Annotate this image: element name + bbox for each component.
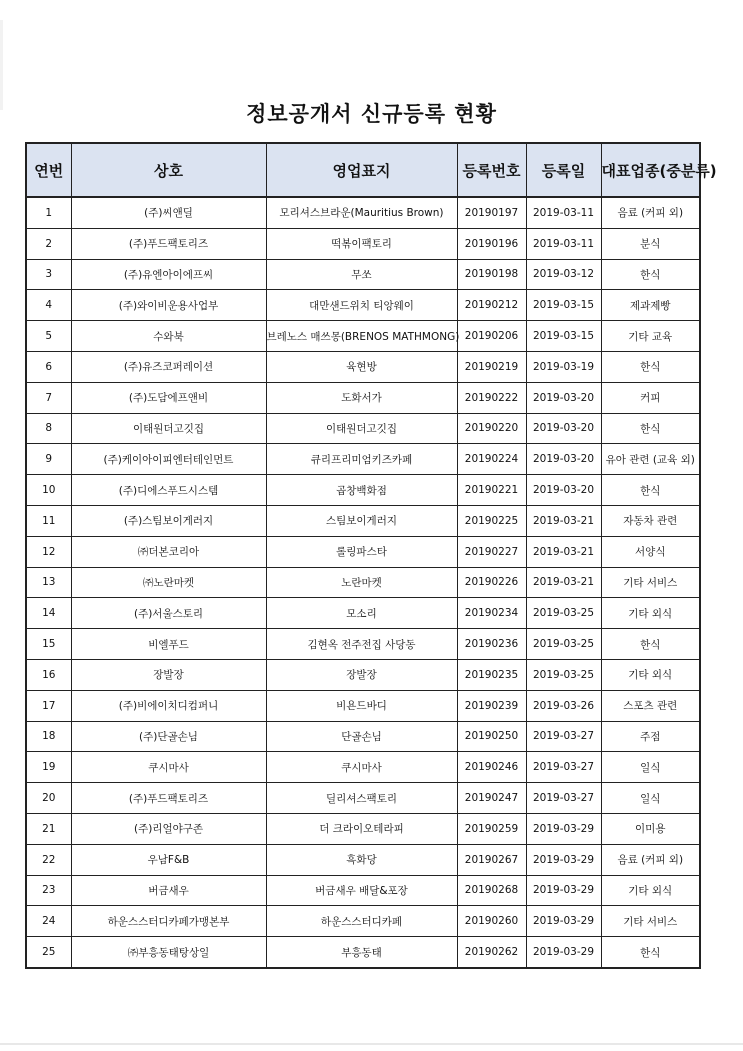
date-cell: 2019-03-26	[526, 690, 601, 721]
company-cell: (주)도담에프앤비	[71, 382, 266, 413]
company-cell: 수와북	[71, 321, 266, 352]
table-row	[26, 505, 700, 536]
column-header-date: 등록일	[526, 143, 601, 197]
company-cell: (주)유엔아이에프씨	[71, 259, 266, 290]
row-number-cell: 16	[26, 659, 71, 690]
company-cell: (주)단골손님	[71, 721, 266, 752]
table-row	[26, 444, 700, 475]
company-cell: (주)리얼야구존	[71, 813, 266, 844]
table-header-row	[26, 143, 700, 197]
brand-cell: 도화서가	[266, 382, 457, 413]
column-header-no: 연번	[26, 143, 71, 197]
table-row	[26, 413, 700, 444]
category-cell: 일식	[601, 752, 700, 783]
reg-no-cell: 20190267	[457, 844, 526, 875]
row-number-cell: 25	[26, 937, 71, 968]
brand-cell: 이태원더고깃집	[266, 413, 457, 444]
reg-no-cell: 20190227	[457, 536, 526, 567]
company-cell: (주)비에이치디컴퍼니	[71, 690, 266, 721]
table-row	[26, 875, 700, 906]
date-cell: 2019-03-21	[526, 536, 601, 567]
brand-cell: 딜리셔스팩토리	[266, 783, 457, 814]
company-cell: ㈜더본코리아	[71, 536, 266, 567]
column-header-category: 대표업종(중분류)	[601, 143, 700, 197]
row-number-cell: 14	[26, 598, 71, 629]
reg-no-cell: 20190260	[457, 906, 526, 937]
company-cell: 하운스스터디카페가맹본부	[71, 906, 266, 937]
reg-no-cell: 20190224	[457, 444, 526, 475]
category-cell: 분식	[601, 228, 700, 259]
reg-no-cell: 20190250	[457, 721, 526, 752]
reg-no-cell: 20190196	[457, 228, 526, 259]
table-row	[26, 813, 700, 844]
row-number-cell: 23	[26, 875, 71, 906]
registration-table	[25, 142, 717, 969]
date-cell: 2019-03-25	[526, 598, 601, 629]
company-cell: ㈜노란마켓	[71, 567, 266, 598]
brand-cell: 더 크라이오테라피	[266, 813, 457, 844]
table-row	[26, 598, 700, 629]
date-cell: 2019-03-29	[526, 937, 601, 968]
row-number-cell: 19	[26, 752, 71, 783]
date-cell: 2019-03-20	[526, 475, 601, 506]
company-cell: 버금새우	[71, 875, 266, 906]
column-header-reg-no: 등록번호	[457, 143, 526, 197]
brand-cell: 롤링파스타	[266, 536, 457, 567]
reg-no-cell: 20190221	[457, 475, 526, 506]
brand-cell: 브레노스 매쓰몽(BRENOS MATHMONG)	[266, 321, 457, 352]
reg-no-cell: 20190225	[457, 505, 526, 536]
row-number-cell: 9	[26, 444, 71, 475]
category-cell: 한식	[601, 475, 700, 506]
column-header-brand: 영업표지	[266, 143, 457, 197]
brand-cell: 모리셔스브라운(Mauritius Brown)	[266, 197, 457, 228]
table-row	[26, 659, 700, 690]
category-cell: 서양식	[601, 536, 700, 567]
category-cell: 한식	[601, 259, 700, 290]
company-cell: 이태원더고깃집	[71, 413, 266, 444]
date-cell: 2019-03-20	[526, 444, 601, 475]
company-cell: ㈜부흥동태탕상일	[71, 937, 266, 968]
brand-cell: 쿠시마사	[266, 752, 457, 783]
row-number-cell: 5	[26, 321, 71, 352]
company-cell: (주)씨앤딜	[71, 197, 266, 228]
date-cell: 2019-03-19	[526, 351, 601, 382]
reg-no-cell: 20190239	[457, 690, 526, 721]
scan-edge-artifact	[0, 20, 3, 110]
brand-cell: 하운스스터디카페	[266, 906, 457, 937]
date-cell: 2019-03-15	[526, 321, 601, 352]
company-cell: 우남F&B	[71, 844, 266, 875]
reg-no-cell: 20190219	[457, 351, 526, 382]
date-cell: 2019-03-25	[526, 629, 601, 660]
table-row	[26, 752, 700, 783]
category-cell: 스포츠 관련	[601, 690, 700, 721]
category-cell: 커피	[601, 382, 700, 413]
brand-cell: 단골손님	[266, 721, 457, 752]
category-cell: 음료 (커피 외)	[601, 197, 700, 228]
brand-cell: 비욘드바디	[266, 690, 457, 721]
company-cell: (주)디에스푸드시스템	[71, 475, 266, 506]
date-cell: 2019-03-20	[526, 382, 601, 413]
column-header-company: 상호	[71, 143, 266, 197]
category-cell: 기타 외식	[601, 875, 700, 906]
reg-no-cell: 20190236	[457, 629, 526, 660]
brand-cell: 육현방	[266, 351, 457, 382]
brand-cell: 곱창백화점	[266, 475, 457, 506]
date-cell: 2019-03-27	[526, 721, 601, 752]
company-cell: 장발장	[71, 659, 266, 690]
category-cell: 주점	[601, 721, 700, 752]
company-cell: (주)서울스토리	[71, 598, 266, 629]
date-cell: 2019-03-11	[526, 197, 601, 228]
row-number-cell: 3	[26, 259, 71, 290]
date-cell: 2019-03-29	[526, 906, 601, 937]
row-number-cell: 6	[26, 351, 71, 382]
date-cell: 2019-03-15	[526, 290, 601, 321]
reg-no-cell: 20190197	[457, 197, 526, 228]
category-cell: 기타 교육	[601, 321, 700, 352]
reg-no-cell: 20190220	[457, 413, 526, 444]
date-cell: 2019-03-27	[526, 752, 601, 783]
table-row	[26, 321, 700, 352]
category-cell: 한식	[601, 629, 700, 660]
table-row	[26, 259, 700, 290]
row-number-cell: 15	[26, 629, 71, 660]
row-number-cell: 13	[26, 567, 71, 598]
date-cell: 2019-03-21	[526, 505, 601, 536]
company-cell: (주)케이아이피엔터테인먼트	[71, 444, 266, 475]
brand-cell: 대만샌드위치 티앙웨이	[266, 290, 457, 321]
category-cell: 기타 외식	[601, 659, 700, 690]
table-row	[26, 937, 700, 968]
reg-no-cell: 20190247	[457, 783, 526, 814]
reg-no-cell: 20190268	[457, 875, 526, 906]
company-cell: 쿠시마사	[71, 752, 266, 783]
row-number-cell: 20	[26, 783, 71, 814]
table-row	[26, 351, 700, 382]
brand-cell: 무쏘	[266, 259, 457, 290]
brand-cell: 흑화당	[266, 844, 457, 875]
table-row	[26, 629, 700, 660]
date-cell: 2019-03-12	[526, 259, 601, 290]
reg-no-cell: 20190212	[457, 290, 526, 321]
date-cell: 2019-03-29	[526, 813, 601, 844]
scan-line-artifact	[0, 1043, 743, 1045]
page-title: 정보공개서 신규등록 현황	[246, 102, 497, 126]
table-row	[26, 536, 700, 567]
table-row	[26, 197, 700, 228]
category-cell: 유아 관련 (교육 외)	[601, 444, 700, 475]
table-row	[26, 290, 700, 321]
row-number-cell: 21	[26, 813, 71, 844]
reg-no-cell: 20190222	[457, 382, 526, 413]
table-body	[26, 197, 700, 968]
date-cell: 2019-03-29	[526, 875, 601, 906]
table-row	[26, 228, 700, 259]
date-cell: 2019-03-11	[526, 228, 601, 259]
category-cell: 기타 서비스	[601, 567, 700, 598]
row-number-cell: 22	[26, 844, 71, 875]
table-row	[26, 382, 700, 413]
row-number-cell: 2	[26, 228, 71, 259]
brand-cell: 버금새우 배달&포장	[266, 875, 457, 906]
company-cell: (주)유즈코퍼레이션	[71, 351, 266, 382]
company-cell: 비엘푸드	[71, 629, 266, 660]
brand-cell: 모소리	[266, 598, 457, 629]
row-number-cell: 24	[26, 906, 71, 937]
category-cell: 이미용	[601, 813, 700, 844]
date-cell: 2019-03-20	[526, 413, 601, 444]
row-number-cell: 12	[26, 536, 71, 567]
company-cell: (주)와이비운용사업부	[71, 290, 266, 321]
row-number-cell: 4	[26, 290, 71, 321]
reg-no-cell: 20190259	[457, 813, 526, 844]
row-number-cell: 18	[26, 721, 71, 752]
reg-no-cell: 20190235	[457, 659, 526, 690]
brand-cell: 떡볶이팩토리	[266, 228, 457, 259]
reg-no-cell: 20190226	[457, 567, 526, 598]
category-cell: 제과제빵	[601, 290, 700, 321]
category-cell: 자동차 관련	[601, 505, 700, 536]
category-cell: 음료 (커피 외)	[601, 844, 700, 875]
brand-cell: 큐리프리미엄키즈카페	[266, 444, 457, 475]
category-cell: 기타 외식	[601, 598, 700, 629]
reg-no-cell: 20190262	[457, 937, 526, 968]
row-number-cell: 8	[26, 413, 71, 444]
date-cell: 2019-03-25	[526, 659, 601, 690]
brand-cell: 김현옥 전주전집 사당동	[266, 629, 457, 660]
brand-cell: 장발장	[266, 659, 457, 690]
brand-cell: 스팀보이게러지	[266, 505, 457, 536]
company-cell: (주)스팀보이게러지	[71, 505, 266, 536]
category-cell: 한식	[601, 937, 700, 968]
table-row	[26, 906, 700, 937]
table-row	[26, 783, 700, 814]
row-number-cell: 7	[26, 382, 71, 413]
category-cell: 한식	[601, 413, 700, 444]
row-number-cell: 11	[26, 505, 71, 536]
table-row	[26, 721, 700, 752]
brand-cell: 부흥동태	[266, 937, 457, 968]
brand-cell: 노란마켓	[266, 567, 457, 598]
table-row	[26, 567, 700, 598]
reg-no-cell: 20190246	[457, 752, 526, 783]
reg-no-cell: 20190198	[457, 259, 526, 290]
date-cell: 2019-03-29	[526, 844, 601, 875]
table-row	[26, 844, 700, 875]
category-cell: 일식	[601, 783, 700, 814]
company-cell: (주)푸드팩토리즈	[71, 228, 266, 259]
reg-no-cell: 20190234	[457, 598, 526, 629]
row-number-cell: 10	[26, 475, 71, 506]
category-cell: 한식	[601, 351, 700, 382]
date-cell: 2019-03-21	[526, 567, 601, 598]
company-cell: (주)푸드팩토리즈	[71, 783, 266, 814]
reg-no-cell: 20190206	[457, 321, 526, 352]
date-cell: 2019-03-27	[526, 783, 601, 814]
row-number-cell: 17	[26, 690, 71, 721]
row-number-cell: 1	[26, 197, 71, 228]
table-row	[26, 690, 700, 721]
table-row	[26, 475, 700, 506]
category-cell: 기타 서비스	[601, 906, 700, 937]
